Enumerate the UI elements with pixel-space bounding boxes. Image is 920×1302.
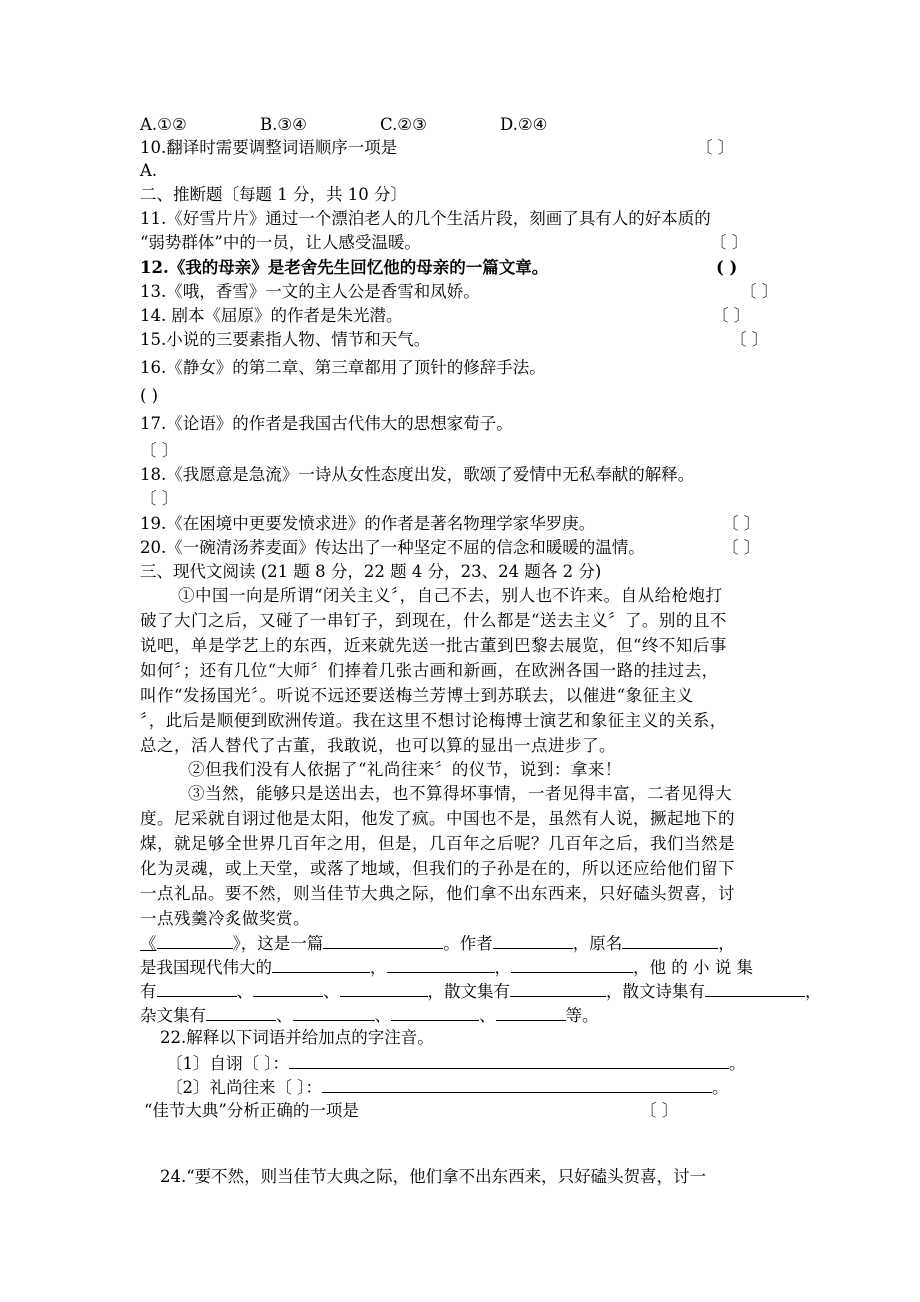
passage-paragraph-3-line: 度。尼采就自诩过他是太阳，他发了疯。中国也不是，虽然有人说，撅起地下的 — [140, 809, 735, 828]
passage-paragraph-1-line: 说吧，单是学艺上的东西，近来就先送一批古董到巴黎去展览，但“终不知后事 — [140, 636, 727, 655]
question-10-answer-paren[interactable]: 〔 〕 — [696, 138, 735, 157]
zawen-collection-blank-3[interactable] — [391, 1004, 479, 1021]
zawen-collection-blank-1[interactable] — [206, 1004, 276, 1021]
question-11-line-1: 11.《好雪片片》通过一个漂泊老人的几个生活片段，刻画了具有人的好本质的 — [140, 209, 711, 228]
passage-paragraph-3-line: 一点残羹冷炙做奖赏。 — [140, 909, 310, 928]
question-22-item-2: 〔2〕礼尚往来〔 〕： 。 — [166, 1078, 729, 1097]
option-c: C.②③ — [380, 115, 427, 134]
question-15-answer-paren[interactable]: 〔 〕 — [730, 330, 769, 349]
passage-paragraph-1-line: 破了大门之后，又碰了一串钉子，到现在，什么都是“送去主义〞了。别的且不 — [140, 611, 727, 630]
genre-blank[interactable] — [323, 932, 443, 949]
passage-paragraph-1-line: 总之，活人替代了古董，我敢说，也可以算的显出一点进步了。 — [140, 736, 616, 755]
novel-collection-blank-3[interactable] — [340, 980, 428, 997]
question-24: 24.“要不然，则当佳节大典之际，他们拿不出东西来，只好磕头贺喜，讨一 — [160, 1167, 707, 1186]
question-15: 15.小说的三要素指人物、情节和天气。 — [140, 330, 431, 349]
identity-blank-3[interactable] — [511, 956, 633, 973]
question-14-answer-paren[interactable]: 〔 〕 — [712, 306, 751, 325]
question-21-line-4: 杂文集有 、 、 、 等。 — [140, 1006, 599, 1025]
question-19: 19.《在困境中更要发愤求进》的作者是著名物理学家华罗庚。 — [140, 514, 596, 533]
question-22-title: 22.解释以下词语并给加点的字注音。 — [160, 1028, 434, 1047]
question-20-answer-paren[interactable]: 〔 〕 — [722, 538, 761, 557]
answer-options-row — [140, 114, 620, 136]
definition-blank-1[interactable] — [289, 1052, 729, 1069]
passage-paragraph-1-line: 如何〞；还有几位“大师〞们捧着几张古画和新画，在欧洲各国一路的挂过去， — [140, 661, 719, 680]
option-d: D.②④ — [500, 115, 548, 134]
identity-blank-2[interactable] — [387, 956, 495, 973]
question-17-answer-paren[interactable]: 〔 〕 — [140, 441, 179, 460]
question-18-answer-paren[interactable]: 〔 〕 — [140, 489, 179, 508]
zawen-collection-blank-4[interactable] — [496, 1004, 566, 1021]
question-20: 20.《一碗清汤荞麦面》传达出了一种坚定不屈的信念和暖暖的温情。 — [140, 538, 645, 557]
option-b: B.③④ — [260, 115, 307, 134]
question-23-answer-paren[interactable]: 〔 〕 — [640, 1101, 679, 1120]
question-21-line-2: 是我国现代伟大的 ， ， ，他 的 小 说 集 — [140, 958, 753, 977]
question-21-line-1: 《 》，这是一篇 。作者 ，原名 ， — [140, 934, 735, 953]
passage-paragraph-1-line: 叫作“发扬国光〞。听说不远还要送梅兰芳博士到苏联去，以催进“象征主义 — [140, 686, 694, 705]
question-11-answer-paren[interactable]: 〔 〕 — [710, 233, 749, 252]
passage-paragraph-1-line: ①中国一向是所谓“闭关主义〞，自己不去，别人也不许来。自从给枪炮打 — [178, 586, 723, 605]
passage-paragraph-3-line: 煤，就足够全世界几百年之用，但是，几百年之后呢？几百年之后，我们当然是 — [140, 834, 735, 853]
passage-paragraph-3-line: 一点礼品。要不然，则当佳节大典之际，他们拿不出东西来，只好磕头贺喜，讨 — [140, 884, 735, 903]
author-blank[interactable] — [493, 932, 573, 949]
question-10: 10.翻译时需要调整词语顺序一项是 — [140, 138, 398, 157]
question-22-item-1: 〔1〕自诩〔 〕： 。 — [166, 1054, 746, 1073]
novel-collection-blank-2[interactable] — [253, 980, 323, 997]
book-title-open: 《 — [140, 934, 157, 953]
question-19-answer-paren[interactable]: 〔 〕 — [722, 514, 761, 533]
question-14: 14. 剧本《屈原》的作者是朱光潜。 — [140, 306, 403, 325]
prose-poem-collection-blank[interactable] — [705, 980, 805, 997]
passage-paragraph-3-line: 化为灵魂，或上天堂，或落了地域，但我们的子孙是在的，所以还应给他们留下 — [140, 859, 735, 878]
question-13-answer-paren[interactable]: 〔 〕 — [740, 282, 779, 301]
passage-paragraph-1-line: 〞，此后是顺便到欧洲传道。我在这里不想讨论梅博士演艺和象征主义的关系， — [140, 711, 727, 730]
original-name-blank[interactable] — [622, 932, 718, 949]
section-3-title: 三、现代文阅读 (21 题 8 分，22 题 4 分，23、24 题各 2 分) — [140, 562, 602, 581]
question-17: 17.《论语》的作者是我国古代伟大的思想家荀子。 — [140, 414, 513, 433]
question-16-answer-paren[interactable]: ( ) — [140, 386, 159, 405]
essay-collection-blank[interactable] — [510, 980, 606, 997]
identity-blank-1[interactable] — [272, 956, 370, 973]
passage-paragraph-2: ②但我们没有人依据了“礼尚往来〞的仪节，说到：拿来！ — [188, 760, 622, 779]
question-10-option-a: A. — [140, 161, 158, 180]
novel-collection-blank-1[interactable] — [157, 980, 237, 997]
option-a: A.①② — [140, 115, 187, 134]
section-2-title: 二、推断题〔每题 1 分，共 10 分〕 — [140, 185, 407, 204]
question-12: 12.《我的母亲》是老舍先生回忆他的母亲的一篇文章。 — [140, 258, 549, 277]
question-18: 18.《我愿意是急流》一诗从女性态度出发，歌颂了爱情中无私奉献的解释。 — [140, 465, 695, 484]
question-13: 13.《哦，香雪》一文的主人公是香雪和凤娇。 — [140, 282, 480, 301]
definition-blank-2[interactable] — [322, 1076, 712, 1093]
question-11-line-2: “弱势群体”中的一员，让人感受温暖。 — [140, 233, 421, 252]
question-23: “佳节大典”分析正确的一项是 — [144, 1101, 359, 1120]
passage-paragraph-3-line: ③当然，能够只是送出去，也不算得坏事情，一者见得丰富，二者见得大 — [188, 784, 732, 803]
question-16: 16.《静女》的第二章、第三章都用了顶针的修辞手法。 — [140, 358, 546, 377]
zawen-collection-blank-2[interactable] — [293, 1004, 375, 1021]
question-21-line-3: 有 、 、 ，散文集有 ，散文诗集有 ， — [140, 982, 822, 1001]
book-title-blank[interactable] — [157, 932, 233, 949]
question-12-answer-paren[interactable]: ( ) — [716, 258, 738, 277]
